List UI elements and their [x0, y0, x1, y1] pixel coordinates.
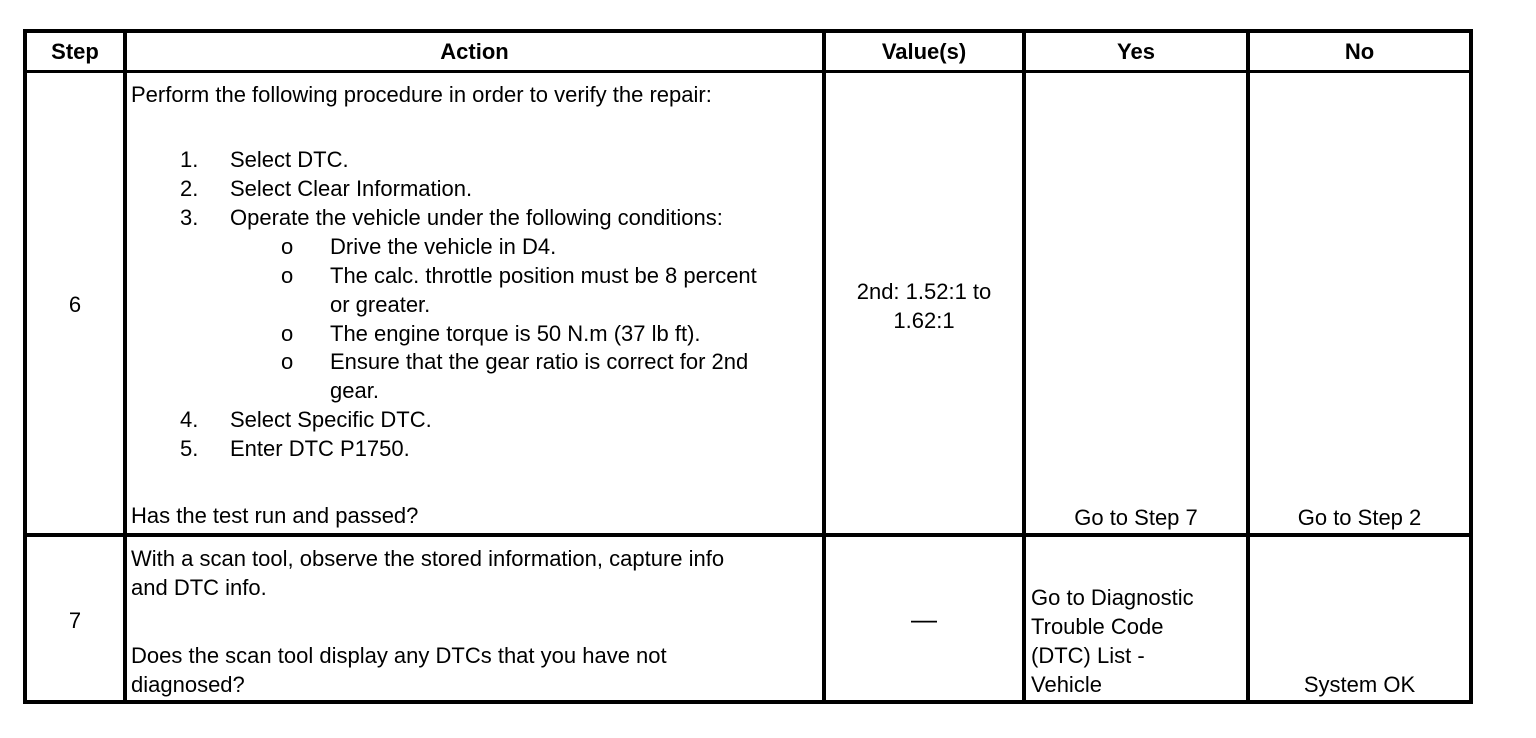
- step-number: 6: [68, 292, 82, 317]
- value-line: 2nd: 1.52:1 to: [856, 279, 992, 304]
- value-cell: [826, 277, 1022, 335]
- bullet-marker: o: [281, 321, 294, 346]
- action-intro: Perform the following procedure in order to verify the repair:: [131, 82, 712, 107]
- step-number: 7: [68, 608, 82, 633]
- list-item-text: Select DTC.: [230, 147, 349, 172]
- header-no: No: [1344, 39, 1375, 64]
- list-item-text: Operate the vehicle under the following conditions:: [230, 205, 723, 230]
- col-divider-4: [1246, 29, 1250, 704]
- col-divider-1: [123, 29, 127, 704]
- value-cell: —: [911, 604, 937, 634]
- list-item-text: Select Specific DTC.: [230, 407, 432, 432]
- sub-list-item-text: The calc. throttle position must be 8 percent: [330, 263, 757, 288]
- action-question: Has the test run and passed?: [131, 503, 419, 528]
- bullet-marker: o: [281, 234, 294, 259]
- border-top: [23, 29, 1473, 33]
- list-marker: 5.: [180, 436, 199, 461]
- border-left: [23, 29, 27, 704]
- header-yes: Yes: [1117, 39, 1155, 64]
- action-text: and DTC info.: [131, 575, 267, 600]
- yes-line: Go to Diagnostic: [1031, 585, 1194, 610]
- action-question: diagnosed?: [131, 672, 245, 697]
- bullet-marker: o: [281, 263, 294, 288]
- header-step: Step: [51, 39, 99, 64]
- header-values: Value(s): [881, 39, 967, 64]
- action-cell: [131, 80, 821, 530]
- sub-list-item-text: Drive the vehicle in D4.: [330, 234, 557, 259]
- col-divider-2: [822, 29, 826, 704]
- no-cell: Go to Step 2: [1297, 505, 1422, 530]
- list-marker: 3.: [180, 205, 199, 230]
- list-item-text: Select Clear Information.: [230, 176, 473, 201]
- border-bottom: [23, 700, 1473, 704]
- sub-list-item-text: gear.: [330, 378, 379, 403]
- header-divider: [23, 70, 1473, 73]
- sub-list-item-text: The engine torque is 50 N.m (37 lb ft).: [330, 321, 701, 346]
- header-action: Action: [440, 39, 509, 64]
- row-divider: [23, 533, 1473, 537]
- no-cell: System OK: [1303, 672, 1416, 697]
- yes-line: Trouble Code: [1031, 614, 1164, 639]
- list-marker: 1.: [180, 147, 199, 172]
- action-text: With a scan tool, observe the stored information, capture info: [131, 546, 725, 571]
- yes-cell: Go to Step 7: [1074, 505, 1198, 530]
- bullet-marker: o: [281, 349, 294, 374]
- action-question: Does the scan tool display any DTCs that you have not: [131, 643, 667, 668]
- yes-line: (DTC) List -: [1031, 643, 1145, 668]
- border-right: [1469, 29, 1473, 704]
- value-line: 1.62:1: [893, 308, 955, 333]
- list-marker: 4.: [180, 407, 199, 432]
- list-item-text: Enter DTC P1750.: [230, 436, 410, 461]
- action-cell: [131, 544, 821, 700]
- col-divider-3: [1022, 29, 1026, 704]
- sub-list-item-text: or greater.: [330, 292, 431, 317]
- sub-list-item-text: Ensure that the gear ratio is correct for 2nd: [330, 349, 749, 374]
- list-marker: 2.: [180, 176, 199, 201]
- yes-line: Vehicle: [1031, 672, 1102, 697]
- yes-cell: [1031, 583, 1245, 699]
